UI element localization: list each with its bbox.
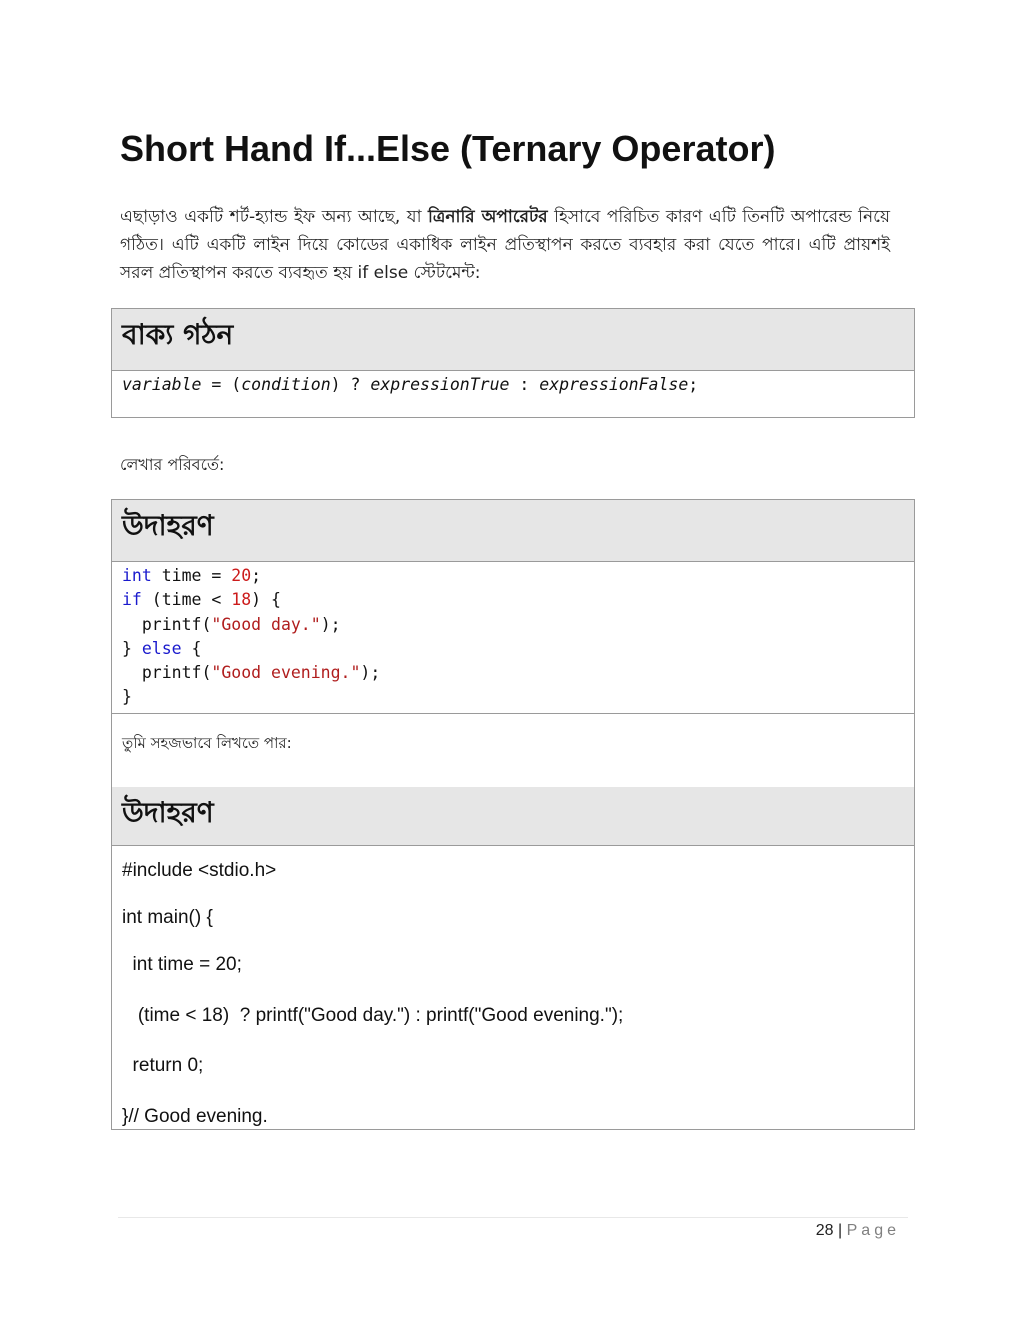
syntax-box — [111, 308, 915, 418]
page-title: Short Hand If...Else (Ternary Operator) — [120, 128, 776, 169]
code-token: else — [141, 638, 182, 658]
page-label: Page — [846, 1222, 900, 1239]
code-token: printf( — [122, 663, 212, 683]
footer-divider — [118, 1217, 908, 1218]
syntax-token: expressionFalse — [539, 375, 689, 394]
code-token: "Good evening." — [211, 663, 361, 683]
code-token: time = — [151, 566, 232, 585]
example1-box — [111, 499, 915, 1130]
intro-paragraph — [120, 203, 890, 287]
syntax-token: variable — [122, 375, 202, 394]
page-number: 28 — [815, 1222, 834, 1239]
instead-text: লেখার পরিবর্তে: — [120, 455, 225, 474]
syntax-code — [112, 371, 914, 417]
syntax-token: ; — [688, 375, 699, 394]
code-line — [122, 588, 904, 612]
syntax-heading: বাক্য গঠন — [112, 309, 914, 371]
example2-code — [112, 846, 914, 1129]
code-token: } — [122, 687, 132, 707]
intro-bold-term: ত্রিনারি অপারেটর — [428, 207, 548, 227]
example1-code — [112, 562, 914, 714]
code-line: }// Good evening. — [122, 1105, 268, 1127]
code-line: #include <stdio.h> — [122, 859, 277, 881]
code-token: 18 — [231, 590, 252, 610]
footer-separator: | — [838, 1222, 843, 1239]
example1-heading: উদাহরণ — [112, 500, 914, 562]
code-line — [122, 661, 904, 685]
code-token: printf( — [122, 614, 212, 634]
code-line — [122, 637, 904, 661]
syntax-token: = ( — [201, 375, 242, 394]
code-token: 20 — [231, 566, 252, 585]
syntax-token: : — [509, 375, 540, 394]
code-token: "Good day." — [211, 614, 321, 634]
syntax-token: expressionTrue — [370, 375, 510, 394]
page-footer — [816, 1222, 900, 1240]
code-token: ); — [360, 663, 381, 683]
example2-heading: উদাহরণ — [112, 787, 914, 846]
code-token: } — [122, 638, 142, 658]
code-line: int time = 20; — [122, 953, 242, 975]
code-line — [122, 564, 904, 588]
code-token: ; — [251, 566, 262, 585]
simple-text: তুমি সহজভাবে লিখতে পার: — [122, 733, 292, 752]
intro-text-2: হিসাবে পরিচিত কারণ এটি তিনটি অপারেন্ড নিয়ে গঠিত। এটি একটি লাইন দিয়ে কোডের একাধিক লাইন প্রতিস্থাপন করতে ব্যবহার করা যেতে পারে। এটি প্রায়শই সরল প্রতিস্থাপন করতে ব্যবহৃত হয় if else স্টেটমেন্ট: — [120, 207, 890, 283]
code-token: (time < — [141, 590, 232, 610]
code-line: (time < 18) ? printf("Good day.") : printf("Good evening."); — [122, 1004, 624, 1026]
code-line — [122, 613, 904, 637]
code-token: if — [122, 590, 142, 610]
code-token: int — [122, 566, 152, 585]
code-line — [122, 685, 904, 709]
code-line: int main() { — [122, 906, 213, 928]
syntax-token: ) ? — [330, 375, 371, 394]
code-line: return 0; — [122, 1054, 204, 1076]
syntax-token: condition — [241, 375, 331, 394]
intro-text: এছাড়াও একটি শর্ট-হ্যান্ড ইফ অন্য আছে, যা — [120, 207, 429, 227]
code-token: ); — [320, 614, 341, 634]
code-token: ) { — [251, 590, 281, 610]
code-token: { — [181, 638, 202, 658]
